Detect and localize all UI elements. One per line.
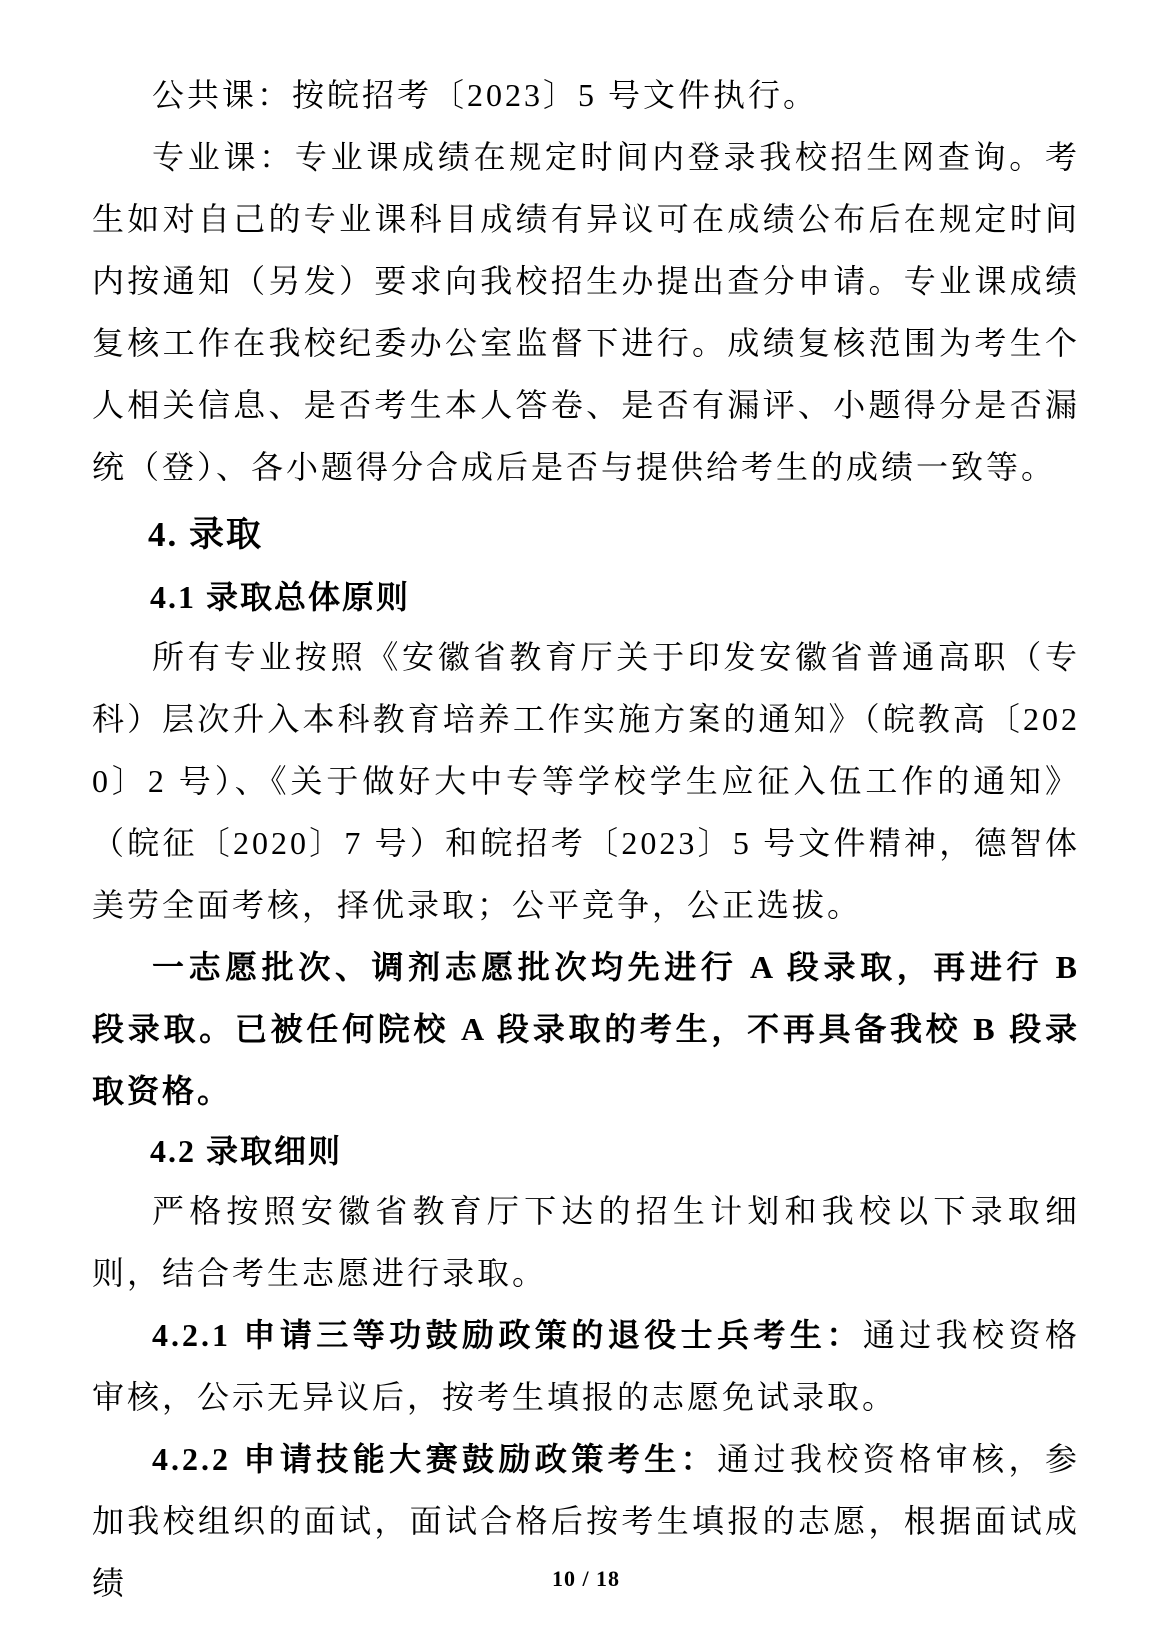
subsection-heading-4-2 [92,1122,1080,1180]
section-heading-4 [92,506,1080,564]
paragraph-public-course [92,64,1080,126]
text-segment: 4.2.1 申请三等功鼓励政策的退役士兵考生： [152,1317,863,1353]
text-segment: 4. 录取 [148,515,264,554]
text-segment: 4.1 录取总体原则 [150,579,411,615]
paragraph-batch-ab-rule [92,936,1080,1122]
text-segment: 通过我校资格审核，参加我校组织的面试，面试合格后按考生填报的志愿，根据面试成绩 [92,1441,1080,1601]
text-segment: 4.2 录取细则 [150,1133,343,1169]
paragraph-admission-detail-intro [92,1180,1080,1304]
paragraph-4-2-1 [92,1304,1080,1428]
document-body [92,64,1080,1614]
text-segment: 4.2.2 申请技能大赛鼓励政策考生： [152,1441,718,1477]
paragraph-major-course [92,126,1080,498]
text-segment: 一志愿批次、调剂志愿批次均先进行 A 段录取，再进行 B 段录取。已被任何院校 A 段录取的考生，不再具备我校 B 段录取资格。 [92,949,1080,1109]
text-segment: 公共课：按皖招考〔2023〕5 号文件执行。 [152,77,819,113]
page-number: 10 / 18 [551,1566,621,1591]
text-segment: 通过我校资格审核，公示无异议后，按考生填报的志愿免试录取。 [92,1317,1080,1415]
paragraph-admission-principle [92,626,1080,936]
text-segment: 所有专业按照《安徽省教育厅关于印发安徽省普通高职（专科）层次升入本科教育培养工作实施方案的通知》（皖教高〔2020〕2 号）、《关于做好大中专等学校学生应征入伍工作的通知》（皖征〔2020〕7 号）和皖招考〔2023〕5 号文件精神，德智体美劳全面考核，择优录取；公平竞争，公正选拔。 [92,639,1080,923]
text-segment: 严格按照安徽省教育厅下达的招生计划和我校以下录取细则，结合考生志愿进行录取。 [92,1193,1080,1291]
subsection-heading-4-1 [92,568,1080,626]
text-segment: 专业课：专业课成绩在规定时间内登录我校招生网查询。考生如对自己的专业课科目成绩有异议可在成绩公布后在规定时间内按通知（另发）要求向我校招生办提出查分申请。专业课成绩复核工作在我校纪委办公室监督下进行。成绩复核范围为考生个人相关信息、是否考生本人答卷、是否有漏评、小题得分是否漏统（登）、各小题得分合成后是否与提供给考生的成绩一致等。 [92,139,1080,485]
